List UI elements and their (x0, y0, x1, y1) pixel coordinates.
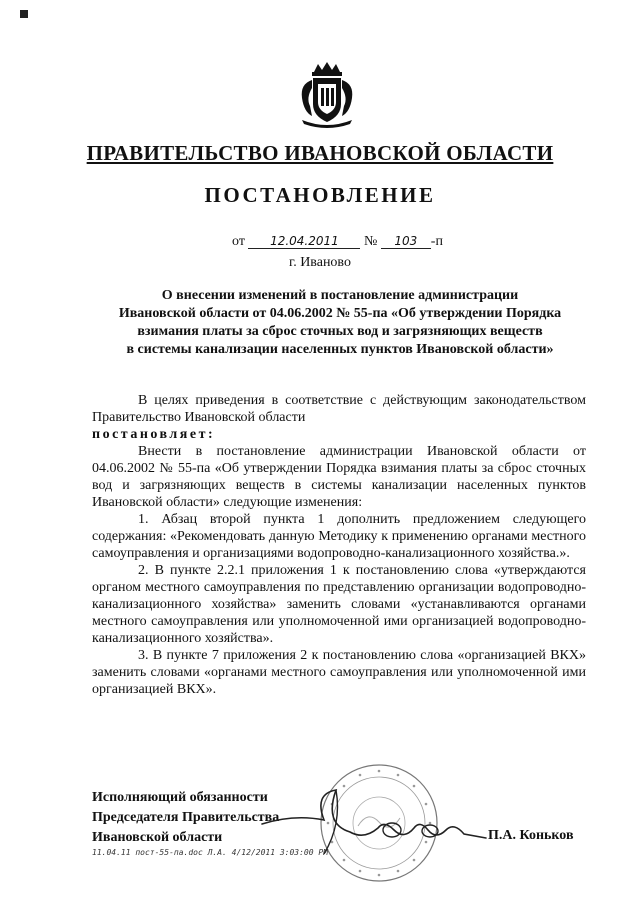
title-line: Ивановской области от 04.06.2002 № 55-па «Об утверждении Порядка (118, 306, 562, 321)
title-line: в системы канализации населенных пунктов Ивановской области» (126, 342, 554, 357)
signer-name: П.А. Коньков (488, 828, 574, 843)
number-sign: № (363, 234, 378, 249)
coat-of-arms-emblem (296, 58, 358, 130)
city: г. Иваново (289, 255, 351, 270)
signatory-line: Ивановской области (92, 830, 223, 845)
date-number-line (232, 234, 443, 250)
item-2-paragraph: 2. В пункте 2.2.1 приложения 1 к постановлению слова «утверждаются органом местного самоуправления по представлению организации водопроводно-канализационного хозяйства» заменить словами «устанавливаются органами местного самоуправления или уполномоченной ими организацией водопроводно-канализационного хозяйства». (92, 563, 586, 646)
signatory-line: Председателя Правительства (92, 810, 280, 825)
title-line: О внесении изменений в постановление администрации (161, 288, 519, 303)
resolves-word: постановляет: (92, 427, 216, 442)
signatory-line: Исполняющий обязанности (92, 790, 268, 805)
date-field: 12.04.2011 (248, 234, 360, 249)
intro-paragraph: В целях приведения в соответствие с действующим законодательством Правительство Ивановской области (92, 393, 586, 425)
organization-title: ПРАВИТЕЛЬСТВО ИВАНОВСКОЙ ОБЛАСТИ (86, 141, 554, 165)
signatory-block (92, 788, 279, 848)
official-stamp (318, 762, 440, 884)
main-paragraph: Внести в постановление администрации Ивановской области от 04.06.2002 № 55-па «Об утверждении Порядка взимания платы за сброс сточных вод и загрязняющих веществ в системы канализации населенных пунктов Ивановской области» следующие изменения: (92, 444, 586, 510)
number-suffix: -п (430, 234, 443, 249)
corner-mark (20, 10, 28, 18)
item-3-paragraph: 3. В пункте 7 приложения 2 к постановлению слова «организацией ВКХ» заменить словами «органами местного самоуправления или уполномоченной ими организацией ВКХ». (92, 648, 586, 697)
item-1-paragraph: 1. Абзац второй пункта 1 дополнить предложением следующего содержания: «Рекомендовать данную Методику к применению органами местного самоуправления и организациями водопроводно-канализационного хозяйства.». (92, 512, 586, 561)
number-field: 103 (381, 234, 431, 249)
document-type: ПОСТАНОВЛЕНИЕ (204, 183, 436, 207)
title-line: взимания платы за сброс сточных вод и загрязняющих веществ (137, 324, 543, 339)
resolution-body (92, 392, 586, 698)
date-prefix: от (232, 234, 245, 249)
resolution-title (92, 287, 588, 359)
file-footer: 11.04.11 пост-55-па.doc Л.А. 4/12/2011 3:03:00 PM (92, 848, 329, 857)
